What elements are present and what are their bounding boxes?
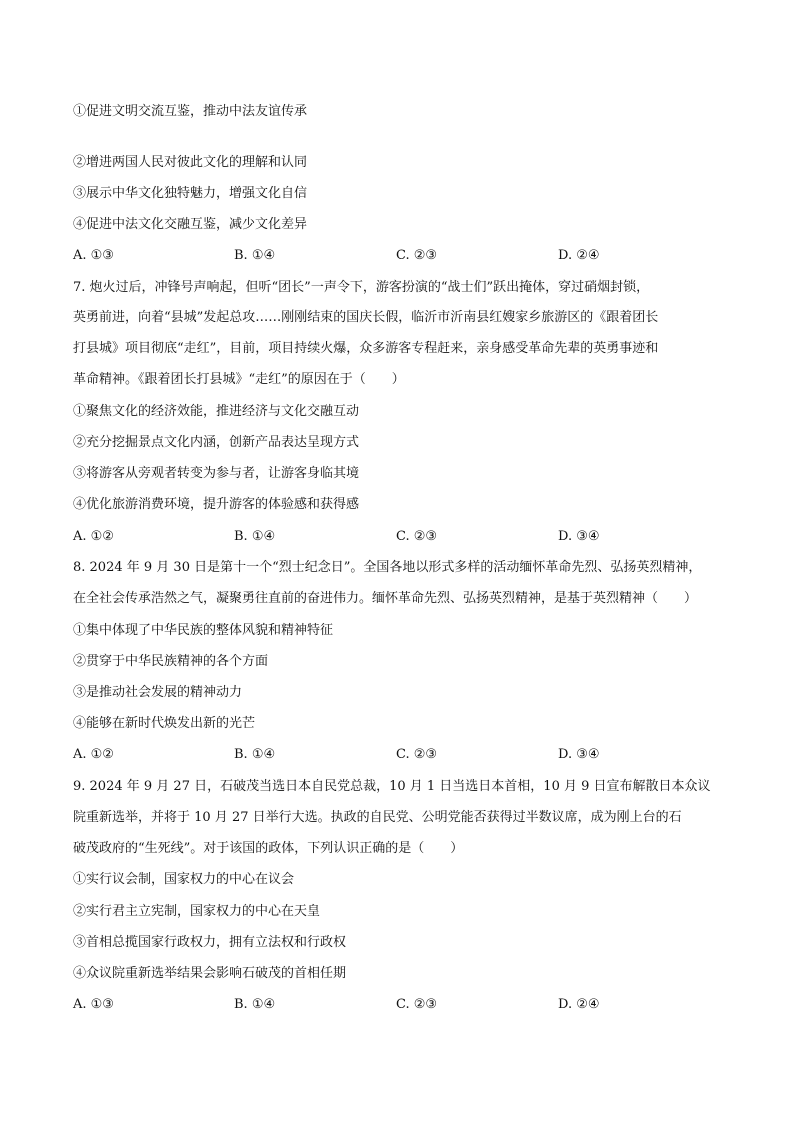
q6-statement-2: ②增进两国人民对彼此文化的理解和认同: [73, 155, 308, 170]
q7-statement-4: ④优化旅游消费环境，提升游客的体验感和获得感: [73, 497, 360, 512]
q8-option-d: D. ③④: [558, 747, 600, 762]
q9-statement-1: ①实行议会制，国家权力的中心在议会: [73, 872, 295, 887]
q6-option-b: B. ①④: [234, 248, 276, 263]
q9-option-b: B. ①④: [234, 997, 276, 1012]
q9-statement-3: ③首相总揽国家行政权力，拥有立法权和行政权: [73, 935, 347, 950]
q9-statement-2: ②实行君主立宪制，国家权力的中心在天皇: [73, 904, 321, 919]
q8-option-a: A. ①②: [73, 747, 114, 762]
q9-stem-line-3: 破茂政府的“生死线”。对于该国的政体，下列认识正确的是（ ）: [73, 841, 464, 856]
q6-option-d: D. ②④: [558, 248, 600, 263]
q7-statement-3: ③将游客从旁观者转变为参与者，让游客身临其境: [73, 466, 360, 481]
q6-statement-4: ④促进中法文化交融互鉴，减少文化差异: [73, 217, 308, 232]
q7-stem-line-3: 打县城》项目彻底“走红”，目前，项目持续火爆，众多游客专程赶来，亲身感受革命先辈的英勇事迹和: [73, 341, 659, 356]
q7-option-a: A. ①②: [73, 529, 114, 544]
q7-stem-line-4: 革命精神。《跟着团长打县城》“走红”的原因在于（ ）: [73, 372, 405, 387]
q8-stem-line-1: 8. 2024 年 9 月 30 日是第十一个“烈士纪念日”。全国各地以形式多样的活动缅怀革命先烈、弘扬英烈精神，: [73, 560, 702, 575]
q6-option-c: C. ②③: [396, 248, 438, 263]
q6-statement-3: ③展示中华文化独特魅力，增强文化自信: [73, 186, 308, 201]
q8-statement-4: ④能够在新时代焕发出新的光芒: [73, 716, 256, 731]
q9-option-d: D. ②④: [558, 997, 600, 1012]
q7-option-d: D. ③④: [558, 529, 600, 544]
q6-option-a: A. ①③: [73, 248, 114, 263]
q8-statement-3: ③是推动社会发展的精神动力: [73, 685, 243, 700]
q9-stem-line-2: 院重新选举，并将于 10 月 27 日举行大选。执政的自民党、公明党能否获得过半数议席，成为刚上台的石: [73, 810, 682, 825]
q8-statement-1: ①集中体现了中华民族的整体风貌和精神特征: [73, 623, 334, 638]
q6-statement-1: ①促进文明交流互鉴，推动中法友谊传承: [73, 104, 308, 119]
q8-option-b: B. ①④: [234, 747, 276, 762]
q7-statement-2: ②充分挖掘景点文化内涵，创新产品表达呈现方式: [73, 435, 360, 450]
q7-option-c: C. ②③: [396, 529, 438, 544]
q7-statement-1: ①聚焦文化的经济效能，推进经济与文化交融互动: [73, 404, 360, 419]
q9-stem-line-1: 9. 2024 年 9 月 27 日，石破茂当选日本自民党总裁，10 月 1 日当选日本首相，10 月 9 日宣布解散日本众议: [73, 779, 711, 794]
q8-stem-line-2: 在全社会传承浩然之气，凝聚勇往直前的奋进伟力。缅怀革命先烈、弘扬英烈精神，是基于英烈精神（ ）: [73, 591, 698, 606]
q9-option-c: C. ②③: [396, 997, 438, 1012]
q9-statement-4: ④众议院重新选举结果会影响石破茂的首相任期: [73, 966, 347, 981]
q7-stem-line-1: 7. 炮火过后，冲锋号声响起，但听“团长”一声令下，游客扮演的“战士们”跃出掩体，穿过硝烟封锁，: [73, 280, 650, 295]
q8-option-c: C. ②③: [396, 747, 438, 762]
q9-option-a: A. ①③: [73, 997, 114, 1012]
q8-statement-2: ②贯穿于中华民族精神的各个方面: [73, 654, 269, 669]
q7-stem-line-2: 英勇前进，向着“县城”发起总攻……刚刚结束的国庆长假，临沂市沂南县红嫂家乡旅游区的《跟着团长: [73, 310, 659, 325]
q7-option-b: B. ①④: [234, 529, 276, 544]
